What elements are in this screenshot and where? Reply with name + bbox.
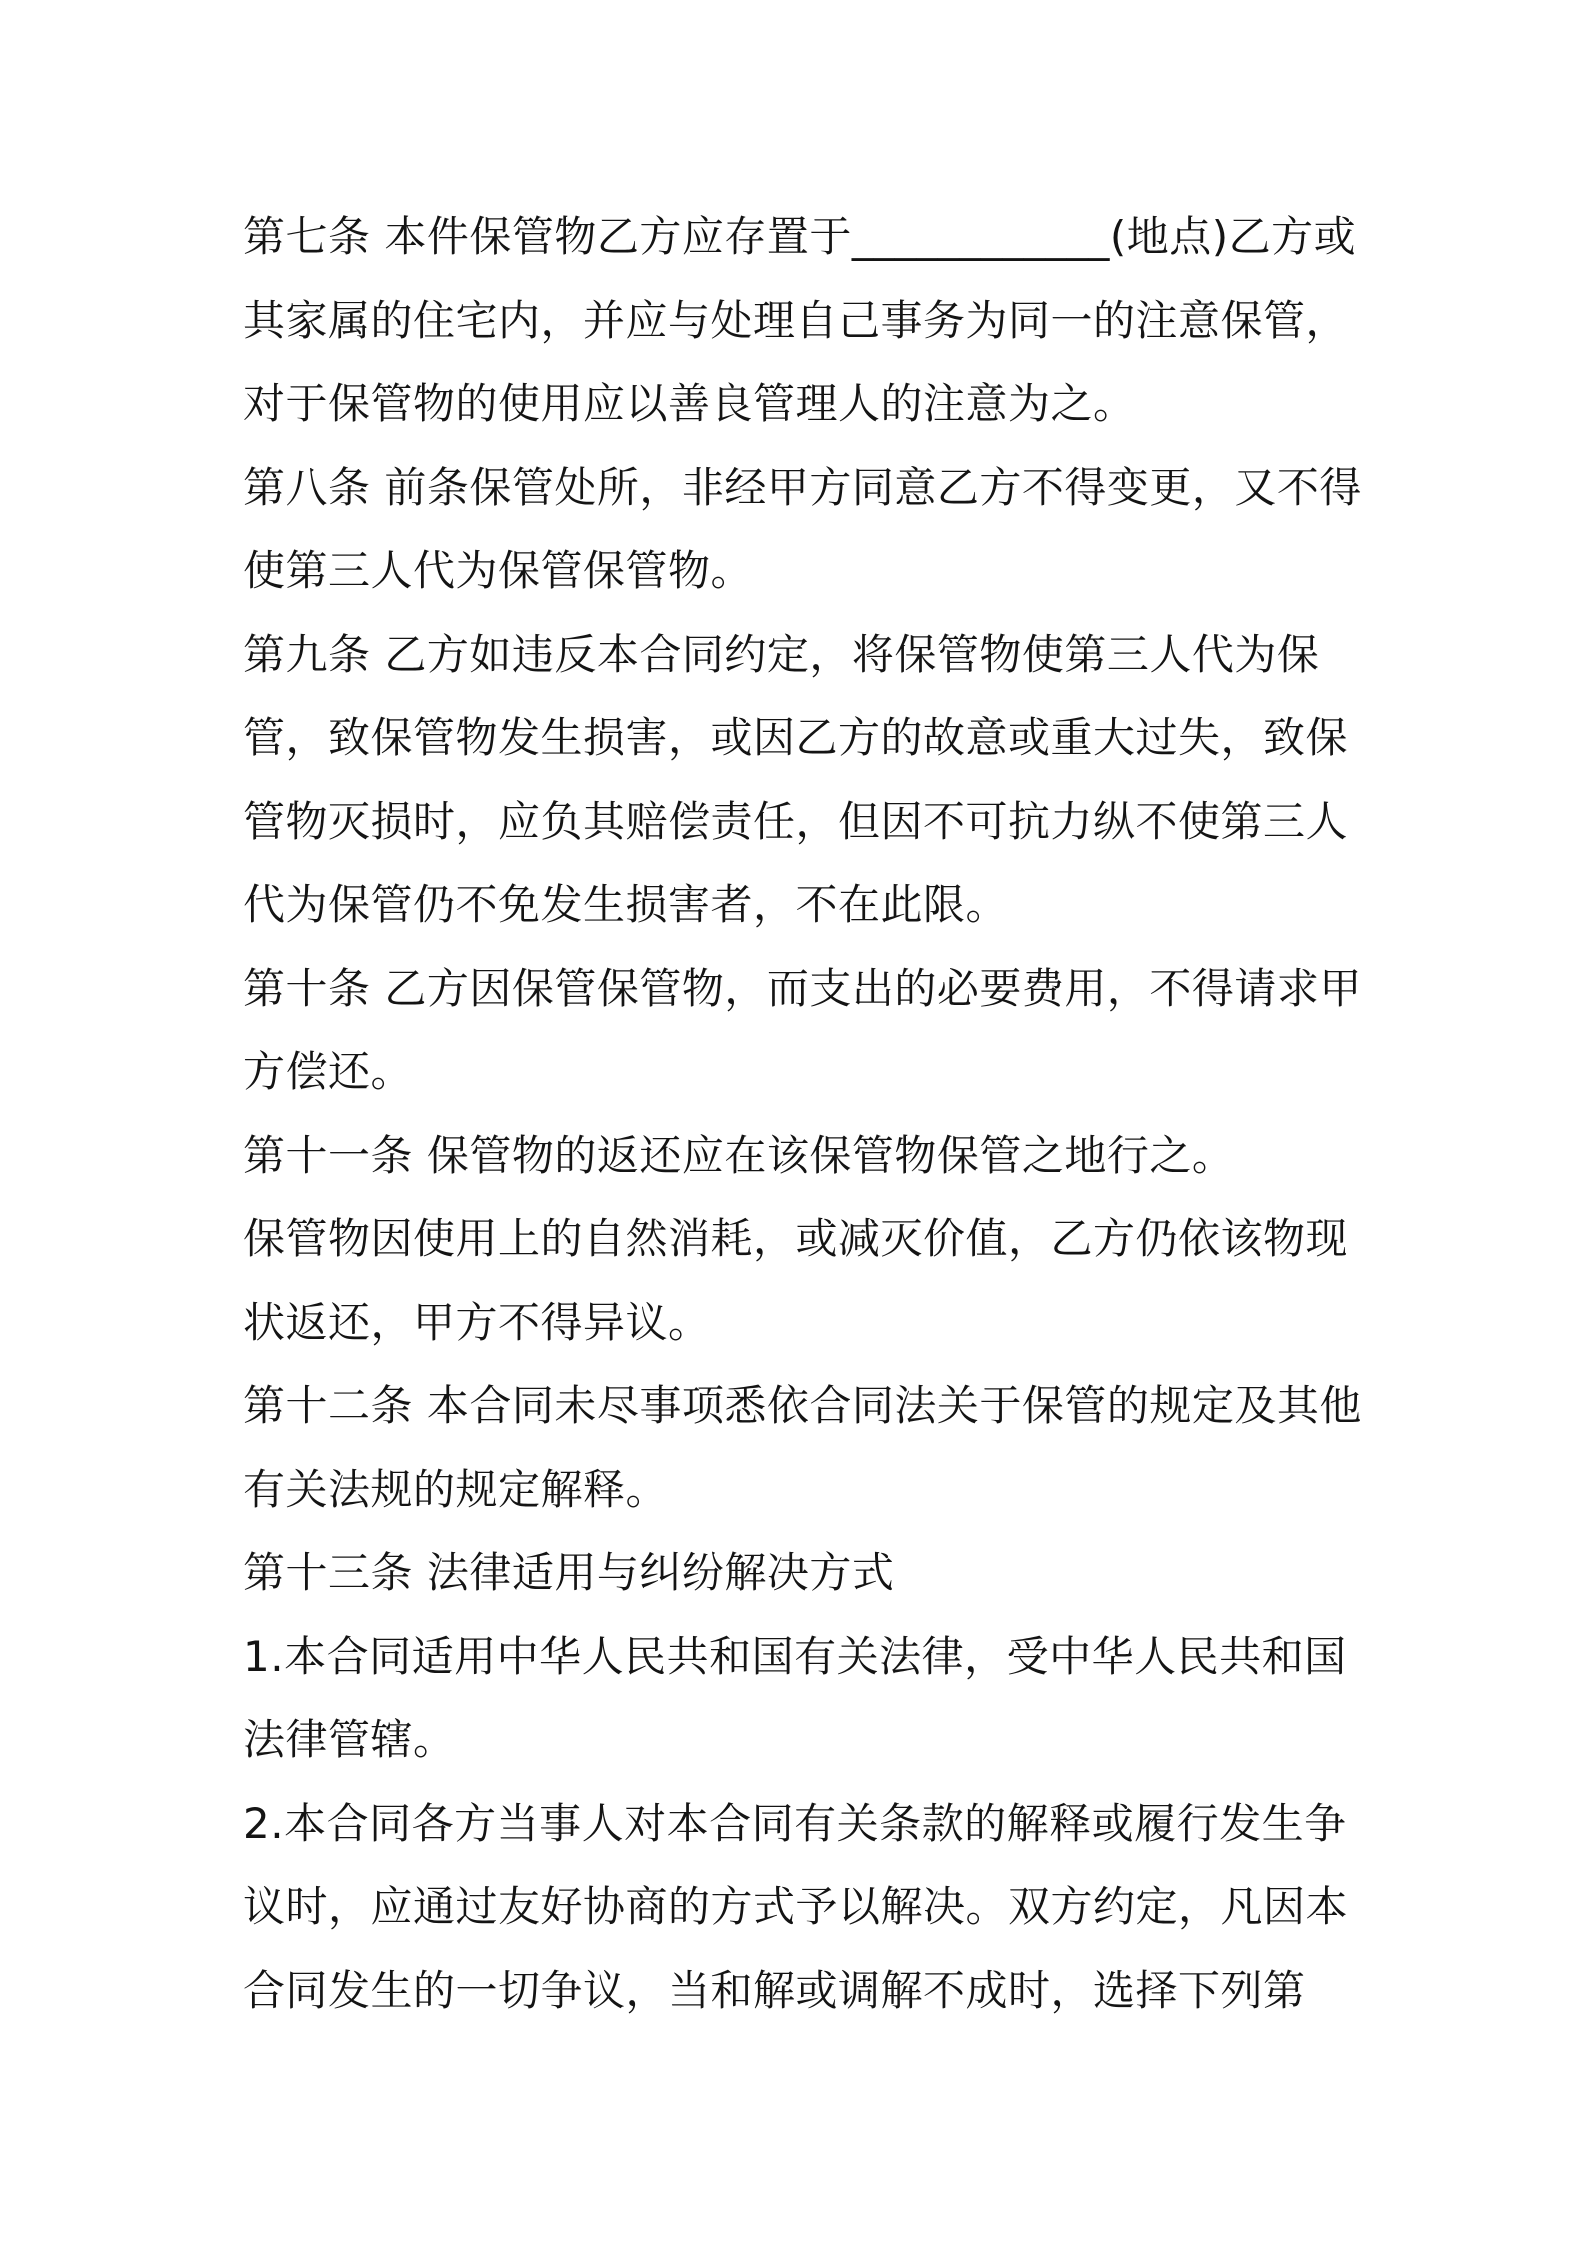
paragraph-article-13-item-1: 1.本合同适用中华人民共和国有关法律，受中华人民共和国法律管辖。	[243, 1631, 1347, 1764]
paragraph-article-12: 第十二条 本合同未尽事项悉依合同法关于保管的规定及其他有关法规的规定解释。	[243, 1381, 1362, 1514]
paragraph-article-9: 第九条 乙方如违反本合同约定，将保管物使第三人代为保管，致保管物发生损害，或因乙方的故意或重大过失，致保管物灭损时，应负其赔偿责任，但因不可抗力纵不使第三人代为保管仍不免发生损害者，不在此限。	[243, 629, 1349, 929]
paragraph-article-8: 第八条 前条保管处所，非经甲方同意乙方不得变更，又不得使第三人代为保管保管物。	[243, 462, 1362, 595]
paragraph-article-13-item-2: 2.本合同各方当事人对本合同有关条款的解释或履行发生争议时，应通过友好协商的方式予以解决。双方约定，凡因本合同发生的一切争议，当和解或调解不成时，选择下列第	[243, 1798, 1349, 2015]
paragraph-article-11-detail: 保管物因使用上的自然消耗，或减灭价值，乙方仍依该物现状返还，甲方不得异议。	[243, 1214, 1349, 1347]
paragraph-article-10: 第十条 乙方因保管保管物，而支出的必要费用，不得请求甲方偿还。	[243, 963, 1362, 1096]
paragraph-article-13-heading: 第十三条 法律适用与纠纷解决方式	[243, 1548, 895, 1597]
paragraph-article-11: 第十一条 保管物的返还应在该保管物保管之地行之。	[243, 1130, 1235, 1180]
paragraph-article-7: 第七条 本件保管物乙方应存置于____________(地点)乙方或其家属的住宅内，并应与处理自己事务为同一的注意保管，对于保管物的使用应以善良管理人的注意为之。	[243, 212, 1357, 428]
document-body	[243, 195, 1363, 2032]
